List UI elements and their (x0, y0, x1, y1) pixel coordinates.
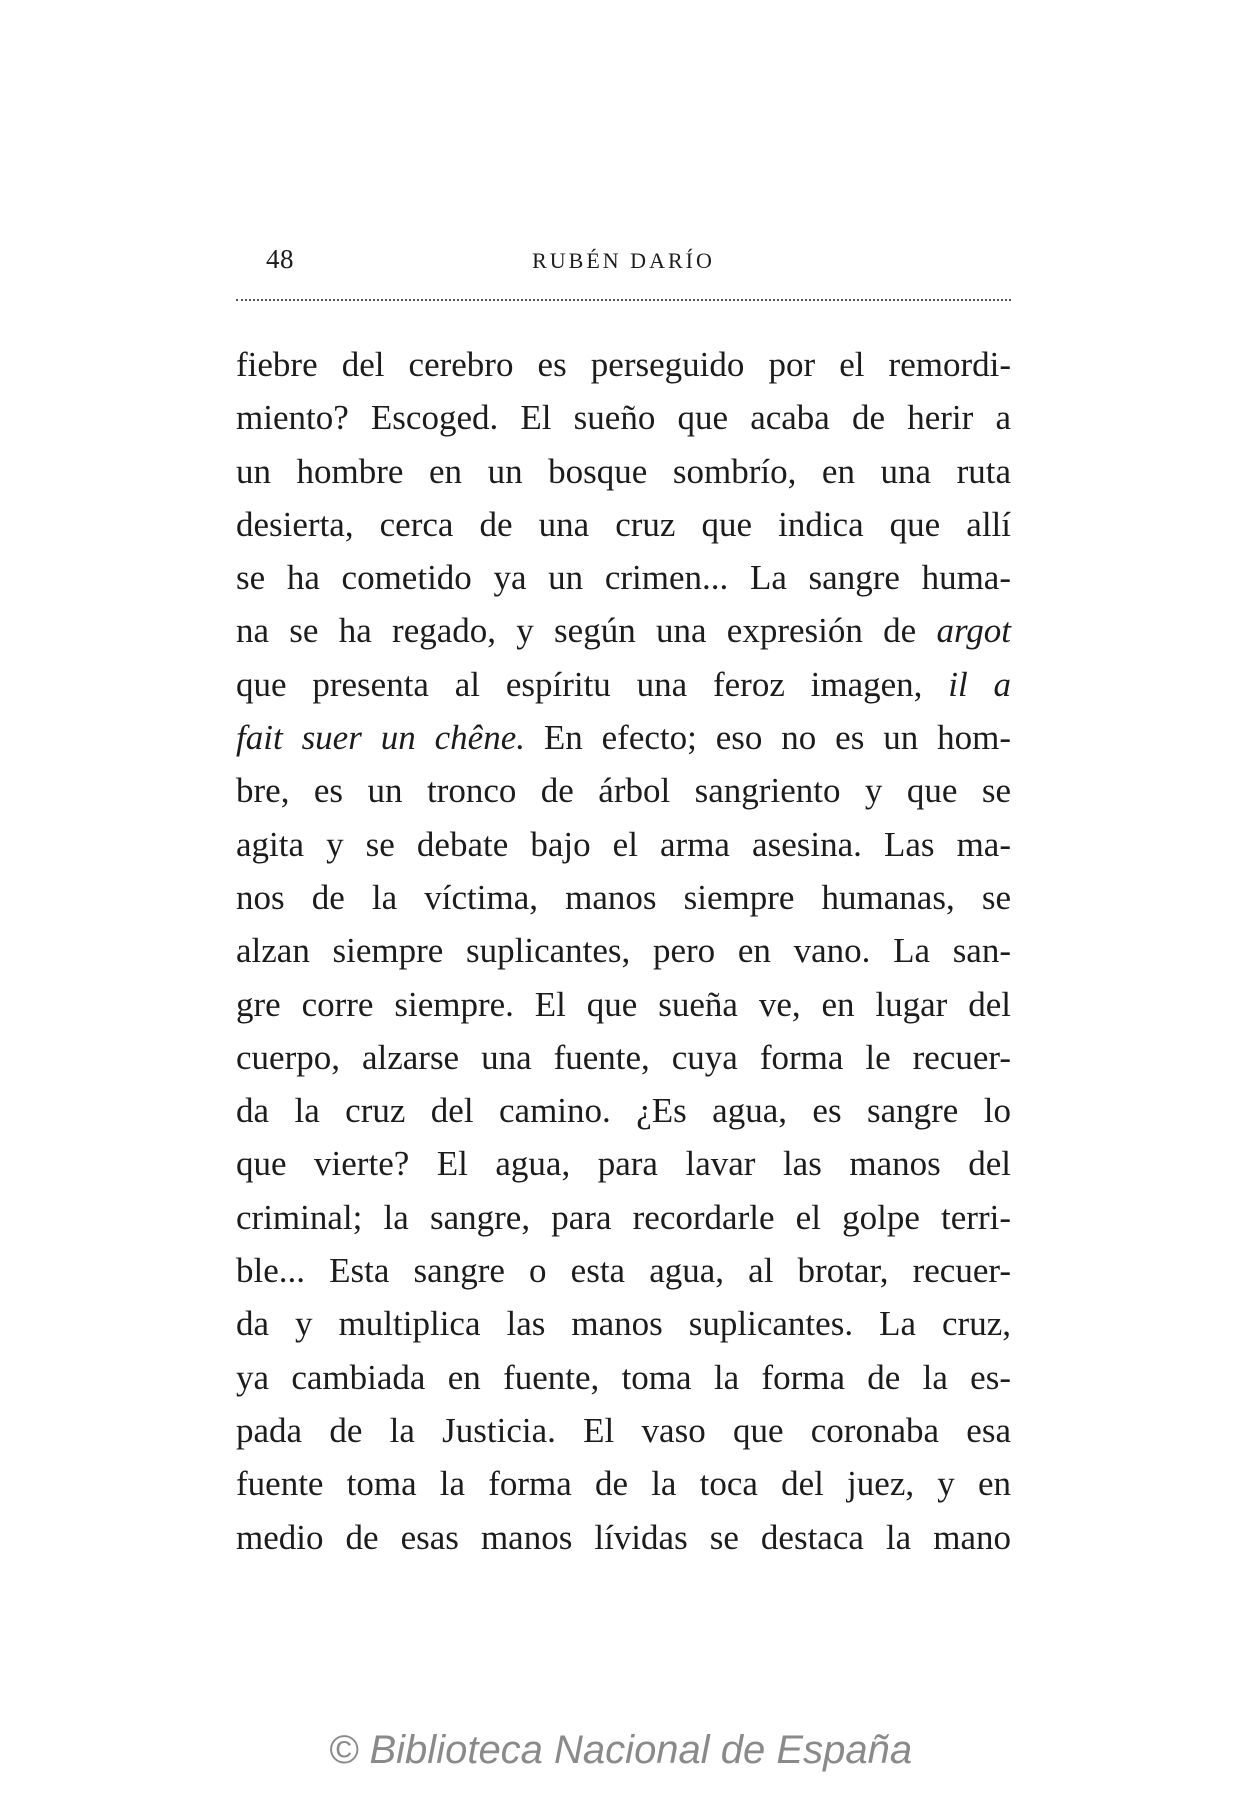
text-line: da la cruz del camino. ¿Es agua, es sangre lo (236, 1091, 1011, 1131)
text-line: fait suer un chêne. En efecto; eso no es un hom- (236, 718, 1011, 758)
body-text (236, 338, 1011, 1564)
italic-term: argot (936, 611, 1011, 651)
text-line: cuerpo, alzarse una fuente, cuya forma le recuer- (236, 1037, 1011, 1077)
text-line: se ha cometido ya un crimen... La sangre huma- (236, 558, 1011, 598)
italic-quote: il a (948, 664, 1012, 704)
running-head (236, 244, 1011, 284)
text-line: ya cambiada en fuente, toma la forma de la es- (236, 1357, 1011, 1397)
text-line: ble... Esta sangre o esta agua, al brotar, recuer- (236, 1251, 1011, 1291)
page-number: 48 (266, 244, 294, 274)
text-line: pada de la Justicia. El vaso que coronaba esa (236, 1410, 1011, 1450)
text-line: un hombre en un bosque sombrío, en una ruta (236, 451, 1011, 491)
text-line: que vierte? El agua, para lavar las manos del (236, 1144, 1011, 1184)
watermark: © Biblioteca Nacional de España (328, 1728, 913, 1772)
text-line: fuente toma la forma de la toca del juez, y en (236, 1464, 1011, 1504)
text-line: miento? Escoged. El sueño que acaba de herir a (236, 398, 1011, 438)
text-line: desierta, cerca de una cruz que indica que allí (236, 504, 1011, 544)
text-line: gre corre siempre. El que sueña ve, en lugar del (236, 984, 1011, 1024)
text-line: medio de esas manos lívidas se destaca la mano (236, 1517, 1011, 1557)
text-line: agita y se debate bajo el arma asesina. Las ma- (236, 824, 1011, 864)
text-line: alzan siempre suplicantes, pero en vano. La san- (236, 931, 1011, 971)
text-line: nos de la víctima, manos siempre humanas, se (236, 877, 1011, 917)
text-line: que presenta al espíritu una feroz imagen, il a (236, 664, 1012, 704)
italic-quote: fait suer un chêne. (236, 718, 525, 758)
text-line: bre, es un tronco de árbol sangriento y que se (236, 771, 1011, 811)
text-line: na se ha regado, y según una expresión de argot (236, 611, 1011, 651)
text-line: fiebre del cerebro es perseguido por el remordi- (236, 345, 1011, 384)
text-line: criminal; la sangre, para recordarle el golpe terri- (236, 1197, 1011, 1237)
header-rule (236, 299, 1011, 301)
running-title: RUBÉN DARÍO (532, 248, 715, 273)
text-line: da y multiplica las manos suplicantes. La cruz, (236, 1304, 1011, 1344)
